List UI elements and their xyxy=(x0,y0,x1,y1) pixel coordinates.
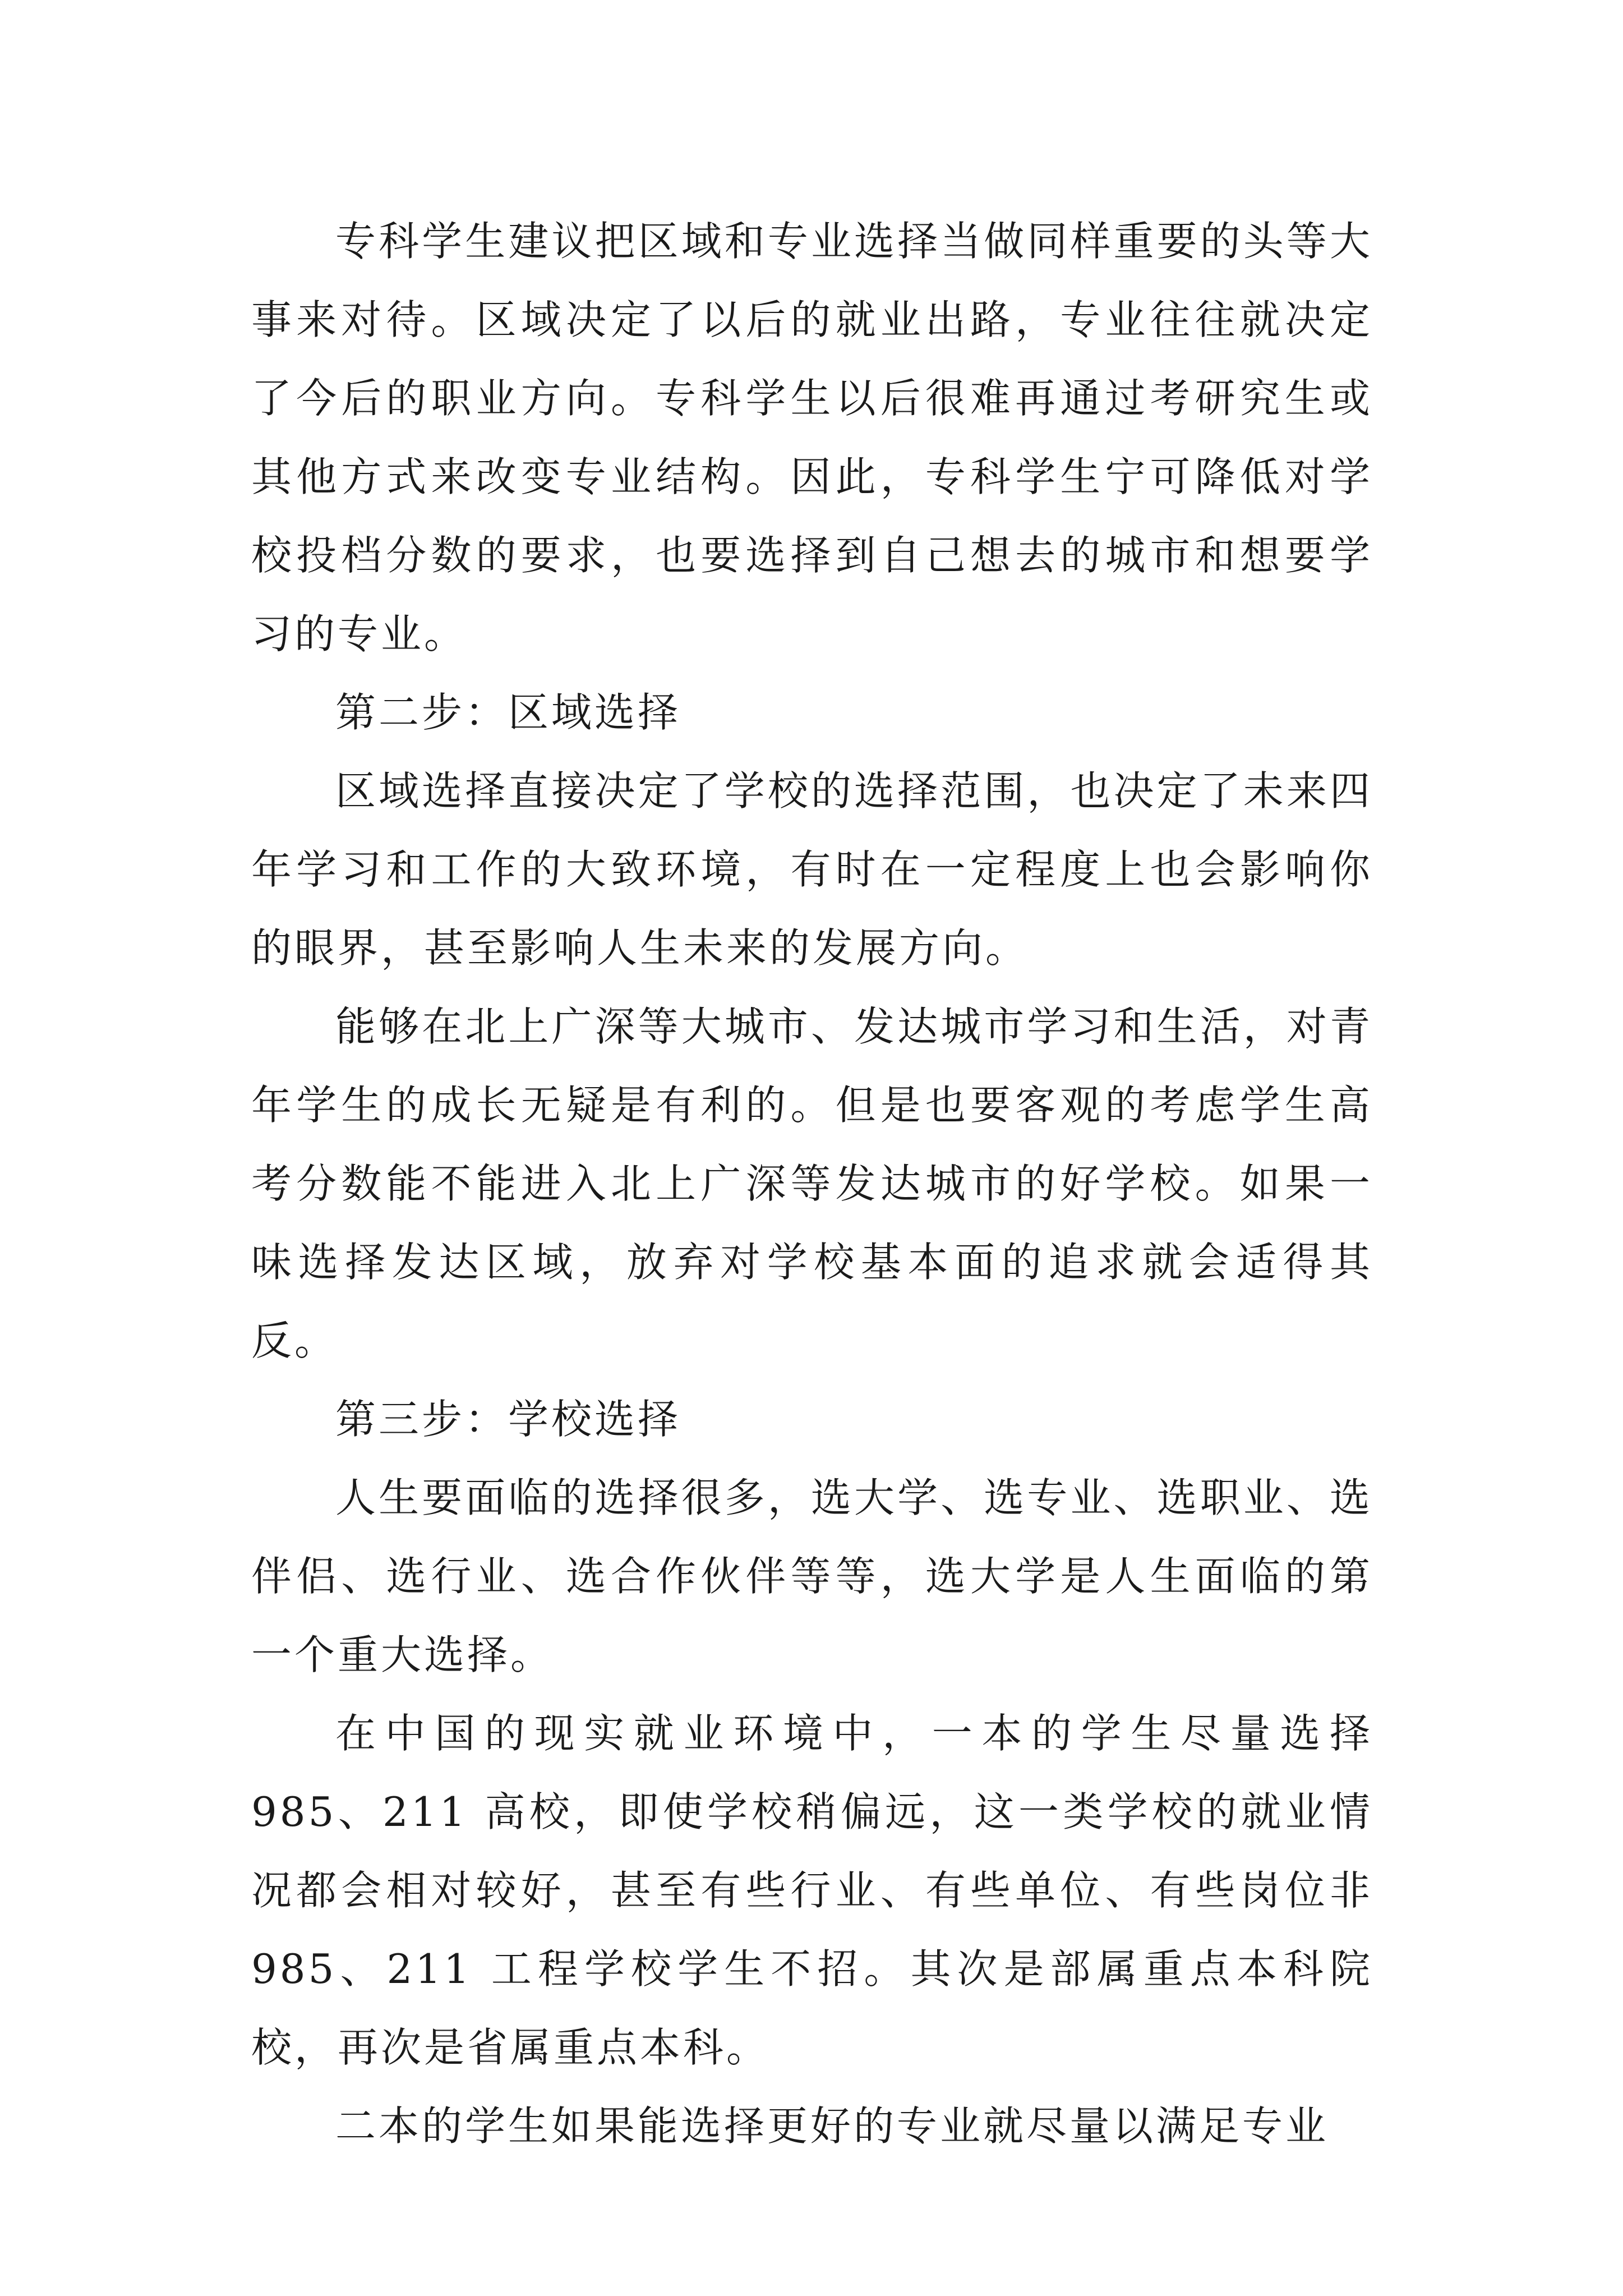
paragraph: 在中国的现实就业环境中，一本的学生尽量选择 985、211 高校，即使学校稍偏远，这一类学校的就业情况都会相对较好，甚至有些行业、有些单位、有些岗位非 985、211 工程学校学生不招。其次是部属重点本科院校，再次是省属重点本科。 xyxy=(251,1710,1373,2071)
document-body xyxy=(251,202,1373,2165)
paragraph: 区域选择直接决定了学校的选择范围，也决定了未来四年学习和工作的大致环境，有时在一定程度上也会影响你的眼界，甚至影响人生未来的发展方向。 xyxy=(251,767,1373,972)
paragraph: 专科学生建议把区域和专业选择当做同样重要的头等大事来对待。区域决定了以后的就业出路，专业往往就决定了今后的职业方向。专科学生以后很难再通过考研究生或其他方式来改变专业结构。因此，专科学生宁可降低对学校投档分数的要求，也要选择到自己想去的城市和想要学习的专业。 xyxy=(251,218,1373,657)
section-heading: 第二步：区域选择 xyxy=(335,689,681,736)
section-heading: 第三步：学校选择 xyxy=(335,1396,681,1443)
paragraph: 能够在北上广深等大城市、发达城市学习和生活，对青年学生的成长无疑是有利的。但是也要客观的考虑学生高考分数能不能进入北上广深等发达城市的好学校。如果一味选择发达区域，放弃对学校基本面的追求就会适得其反。 xyxy=(251,1003,1373,1364)
paragraph: 二本的学生如果能选择更好的专业就尽量以满足专业 xyxy=(335,2102,1329,2150)
paragraph: 人生要面临的选择很多，选大学、选专业、选职业、选伴侣、选行业、选合作伙伴等等，选大学是人生面临的第一个重大选择。 xyxy=(251,1474,1373,1678)
